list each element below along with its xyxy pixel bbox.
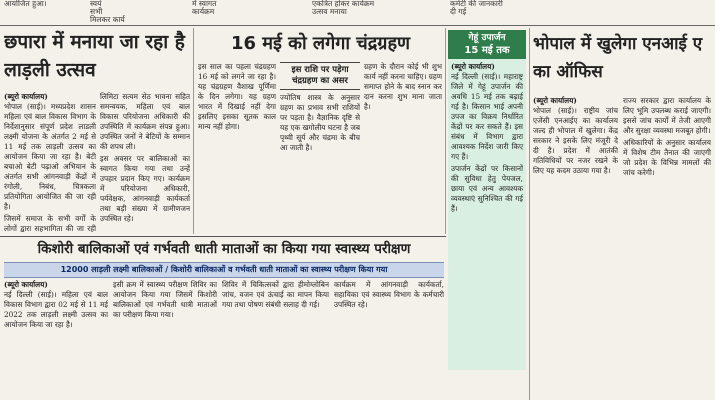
article2-subhead: इस राशि पर पड़ेगा चंद्रग्रहण का असर (280, 62, 360, 90)
article5-paragraph: कार्यक्रम में आंगनवाड़ी कार्यकर्ता, सहायिका एवं स्वास्थ्य विभाग के कर्मचारी उपस्थित रहे। (334, 280, 444, 309)
article5-body-col2 (113, 280, 217, 398)
top-strip-col4: एकत्रित होकर कार्यक्रम उत्सव मनाया (312, 0, 375, 16)
article1-paragraph: लिमिटा सत्यम सेठ भावना सहित समन्वयक, महिला एवं बाल विकास परियोजना अधिकारी की उपस्थिति में कार्यक्रम संपन्न हुआ। उपस्थित जनों ने बेटियों के सम्मान की शपथ ली। (100, 92, 190, 151)
article3-paragraph: नई दिल्ली (साई)। महाराष्ट्र जिले में गेहूं उपार्जन की अवधि 15 मई तक बढ़ाई गई है। किसान भाई अपनी उपज का विक्रय निर्धारित केंद्रों पर कर सकते हैं। इस संबंध में विभाग द्वारा आवश्यक निर्देश जारी किए गए हैं। (451, 72, 523, 161)
article5-banner: 12000 लाड़ली लक्ष्मी बालिकाओं / किशोरी बालिकाओं व गर्भवती धाती माताओं का स्वास्थ्य परीक्षण किया गया (4, 262, 444, 278)
article2-headline: 16 मई को लगेगा चंद्रग्रहण (230, 33, 411, 54)
article5-headline: किशोरी बालिकाओं एवं गर्भवती धाती माताओं का किया गया स्वास्थ्य परीक्षण (37, 241, 411, 257)
article5-body-col4 (334, 280, 444, 398)
article3-paragraph: उपार्जन केंद्रों पर किसानों की सुविधा हेतु पेयजल, छाया एवं अन्य आवश्यक व्यवस्थाएं सुनिश्चित की गई हैं। (451, 164, 523, 213)
article1-paragraph: भोपाल (साई)। मध्यप्रदेश शासन महिला एवं बाल विकास विभाग के निर्देशानुसार संपूर्ण प्रदेश लाडली लक्ष्मी योजना के अंतर्गत 2 मई से 11 मई तक लाड़ली उत्सव का आयोजन किया जा रहा है। बेटी बचाओ बेटी पढ़ाओ अभियान के अंतर्गत सभी आंगनवाड़ी केंद्रों में रंगोली, निबंध, चित्रकला प्रतियोगिता आयोजित की जा रही है। (4, 102, 96, 211)
top-divider (0, 25, 715, 26)
article2-paragraph: ग्रहण के दौरान कोई भी शुभ कार्य नहीं करना चाहिए। ग्रहण समाप्त होने के बाद स्नान कर दान करना शुभ माना जाता है। (364, 62, 442, 111)
article1-body (4, 92, 96, 234)
article3-box (448, 30, 526, 370)
article2-center (280, 62, 360, 234)
article4-body-col2 (623, 96, 711, 396)
article4-paragraph: अधिकारियों के अनुसार कार्यालय में विशेष टीम तैनात की जाएगी जो प्रदेश के विभिन्न मामलों की जांच करेगी। (623, 138, 711, 177)
top-strip (0, 0, 715, 24)
article4-paragraph: भोपाल (साई)। राष्ट्रीय जांच एजेंसी एनआईए का कार्यालय जल्द ही भोपाल में खुलेगा। केंद्र सरकार ने इसके लिए मंजूरी दे दी है। प्रदेश में आतंकी गतिविधियों पर नजर रखने के लिए यह कदम उठाया गया है। (533, 106, 618, 175)
article1-paragraph: जिसमें समाज के सभी वर्गों के लोगों द्वारा सहभागिता की जा रही (4, 214, 96, 233)
article4-body-col1 (533, 96, 618, 396)
article1-headline: छपारा में मनाया जा रहा है लाड़ली उत्सव (4, 31, 185, 81)
article2-body-col2 (280, 93, 360, 153)
article5-paragraph: शिविर में चिकित्सकों द्वारा हीमोग्लोबिन जांच, वजन एवं ऊंचाई का मापन किया गया तथा पोषण संबंधी सलाह दी गई। (222, 280, 329, 309)
article1-paragraph: इस अवसर पर बालिकाओं का स्वागत किया गया तथा उन्हें उपहार प्रदान किए गए। कार्यक्रम में परियोजना अधिकारी, पर्यवेक्षक, आंगनवाड़ी कार्यकर्ता तथा बड़ी संख्या में ग्रामीणजन उपस्थित रहे। (100, 154, 190, 223)
article1-body-col2 (100, 92, 190, 234)
article2-body-col1 (198, 62, 276, 234)
article4-headline: भोपाल में खुलेगा एनआई ए का ऑफिस (533, 34, 703, 82)
article1-byline: (ब्यूरो कार्यालय) (4, 92, 48, 101)
article2-paragraph: ज्योतिष शास्त्र के अनुसार ग्रहण का प्रभाव सभी राशियों पर पड़ता है। वैज्ञानिक दृष्टि से यह एक खगोलीय घटना है जब पृथ्वी सूर्य और चंद्रमा के बीच आ जाती है। (280, 93, 360, 152)
article3-byline: (ब्यूरो कार्यालय) (451, 62, 495, 71)
article5-body-col1 (4, 280, 108, 398)
article5-paragraph: नई दिल्ली (साई)। महिला एवं बाल विकास विभाग द्वारा 02 मई से 11 मई 2022 तक लाड़ली लक्ष्मी उत्सव का आयोजन किया जा रहा है। (4, 290, 108, 329)
section-divider (0, 236, 446, 237)
article4-paragraph: राज्य सरकार द्वारा कार्यालय के लिए भूमि उपलब्ध कराई जाएगी। इससे जांच कार्यों में तेजी आएगी और सुरक्षा व्यवस्था मजबूत होगी। (623, 96, 711, 135)
top-strip-col3: में स्वागत कार्यक्रम (192, 0, 217, 16)
article2-body-col3 (364, 62, 442, 234)
article3-headline: 15 मई तक (448, 44, 526, 59)
top-strip-col5: कमेटी की जानकारी दी गई (450, 0, 503, 16)
column-divider (445, 28, 446, 234)
top-strip-col1: आयोजित हुआ। (4, 0, 47, 8)
article3-body (448, 59, 526, 219)
article4-byline: (ब्यूरो कार्यालय) (533, 96, 577, 105)
article2-paragraph: इस साल का पहला चंद्रग्रहण 16 मई को लगने जा रहा है। यह चंद्रग्रहण वैशाख पूर्णिमा के दिन लगेगा। यह ग्रहण भारत में दिखाई नहीं देगा इसलिए इसका सूतक काल मान्य नहीं होगा। (198, 62, 276, 131)
top-strip-col2: स्वयं सभी मिलकर कार्य (90, 0, 125, 24)
article3-kicker: गेहूं उपार्जन (448, 30, 526, 44)
column-divider (193, 28, 194, 234)
article5-byline: (ब्यूरो कार्यालय) (4, 280, 48, 289)
column-divider (529, 28, 530, 400)
article5-body-col3 (222, 280, 329, 398)
article5-paragraph: इसी क्रम में स्वास्थ्य परीक्षण शिविर का आयोजन किया गया जिसमें किशोरी बालिकाओं एवं गर्भवती धात्री माताओं का परीक्षण किया गया। (113, 280, 217, 319)
